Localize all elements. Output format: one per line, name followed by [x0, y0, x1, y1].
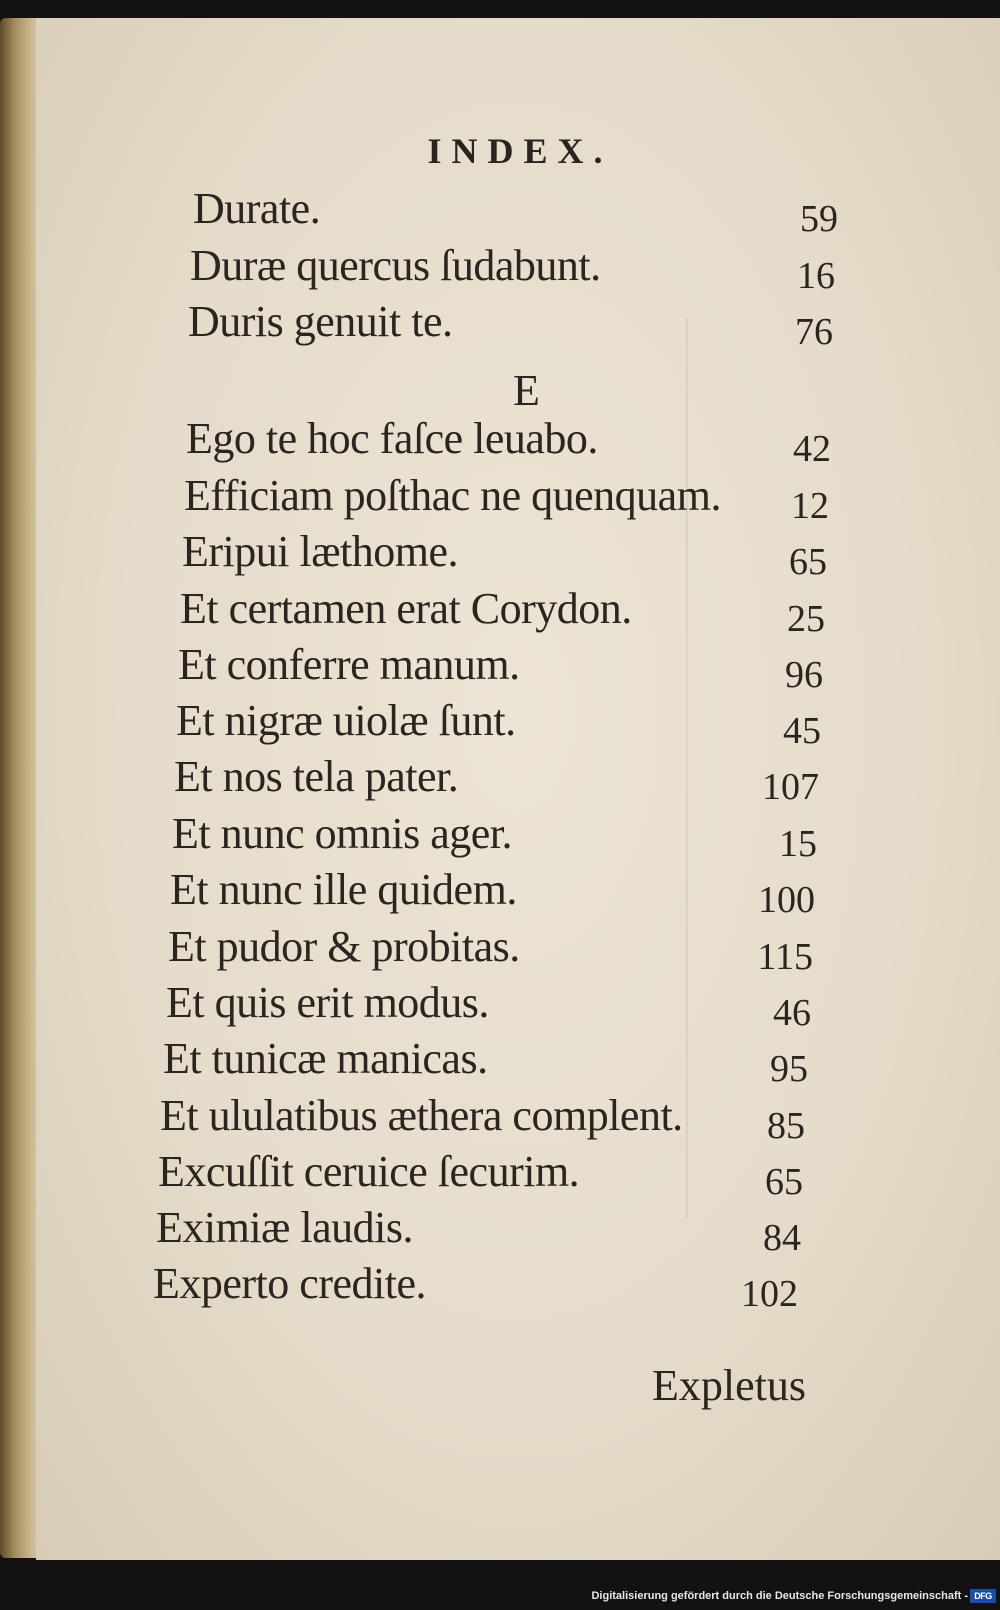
index-entry: [186, 410, 831, 468]
index-entry-page-number: 84: [763, 1217, 801, 1259]
index-entry: [178, 636, 823, 694]
index-entry-text: Efficiam poſthac ne quenquam.: [184, 471, 721, 520]
index-entry: [168, 918, 813, 976]
index-entry: [158, 1143, 803, 1201]
index-entry-page-number: 102: [741, 1273, 798, 1315]
index-entry-text: Et ululatibus æthera complent.: [160, 1091, 683, 1140]
index-entry-page-number: 107: [762, 766, 819, 808]
index-entry: [170, 861, 815, 919]
index-entry-text: Durate.: [193, 184, 321, 233]
index-entry-text: Et nigræ uiolæ ſunt.: [176, 696, 516, 745]
index-entry: [180, 580, 825, 638]
index-entry: [163, 1030, 808, 1088]
index-entry: [193, 180, 838, 238]
index-entry-page-number: 76: [795, 311, 833, 353]
index-entry: [184, 467, 829, 525]
index-entry-page-number: 12: [791, 485, 829, 527]
index-entry-page-number: 42: [793, 428, 831, 470]
index-entry-text: Eximiæ laudis.: [156, 1203, 413, 1252]
index-entry-page-number: 65: [789, 541, 827, 583]
index-entry-page-number: 59: [800, 198, 838, 240]
index-entry-page-number: 96: [785, 654, 823, 696]
index-entry-text: Et nos tela pater.: [174, 752, 459, 801]
index-entry-text: Et nunc omnis ager.: [172, 809, 512, 858]
index-entry-page-number: 15: [779, 823, 817, 865]
index-entry: [188, 293, 833, 351]
index-entry-page-number: 115: [757, 936, 813, 978]
index-entry-text: Et quis erit modus.: [166, 978, 489, 1027]
index-entry-page-number: 46: [773, 992, 811, 1034]
index-entry-page-number: 95: [770, 1048, 808, 1090]
index-entry: [156, 1199, 801, 1257]
index-entry-page-number: 85: [767, 1105, 805, 1147]
index-entry: [174, 748, 819, 806]
index-entry-text: Duræ quercus ſudabunt.: [190, 241, 601, 290]
index-entry-text: Experto credite.: [153, 1259, 426, 1308]
index-entry-page-number: 45: [783, 710, 821, 752]
index-entry-page-number: 65: [765, 1161, 803, 1203]
index-entry: [166, 974, 811, 1032]
index-entry: [172, 805, 817, 863]
index-entry: [153, 1255, 798, 1313]
page-header: INDEX.: [427, 131, 613, 171]
index-entry-page-number: 100: [758, 879, 815, 921]
index-entry: [176, 692, 821, 750]
index-entry-text: Et tunicæ manicas.: [163, 1034, 488, 1083]
index-entry-text: Et certamen erat Corydon.: [180, 584, 632, 633]
index-entry: [182, 523, 827, 581]
index-entry-text: Et nunc ille quidem.: [170, 865, 517, 914]
index-entry-text: Eripui læthome.: [182, 527, 459, 576]
index-entry-page-number: 16: [797, 255, 835, 297]
index-entry: [190, 237, 835, 295]
index-entry-text: Et pudor & probitas.: [168, 922, 520, 971]
catchword: Expletus: [652, 1361, 806, 1410]
index-entry-text: Excuſſit ceruice ſecurim.: [158, 1147, 580, 1196]
index-entry-page-number: 25: [787, 598, 825, 640]
digitization-credit: Digitalisierung gefördert durch die Deutsche Forschungsgemeinschaft -: [591, 1590, 968, 1602]
index-entry-text: Ego te hoc faſce leuabo.: [186, 414, 598, 463]
dfg-logo: DFG: [970, 1589, 996, 1603]
index-entry-text: Et conferre manum.: [178, 640, 520, 689]
index-entry: [160, 1087, 805, 1145]
letter-heading: E: [513, 366, 540, 415]
index-entry-text: Duris genuit te.: [188, 297, 453, 346]
